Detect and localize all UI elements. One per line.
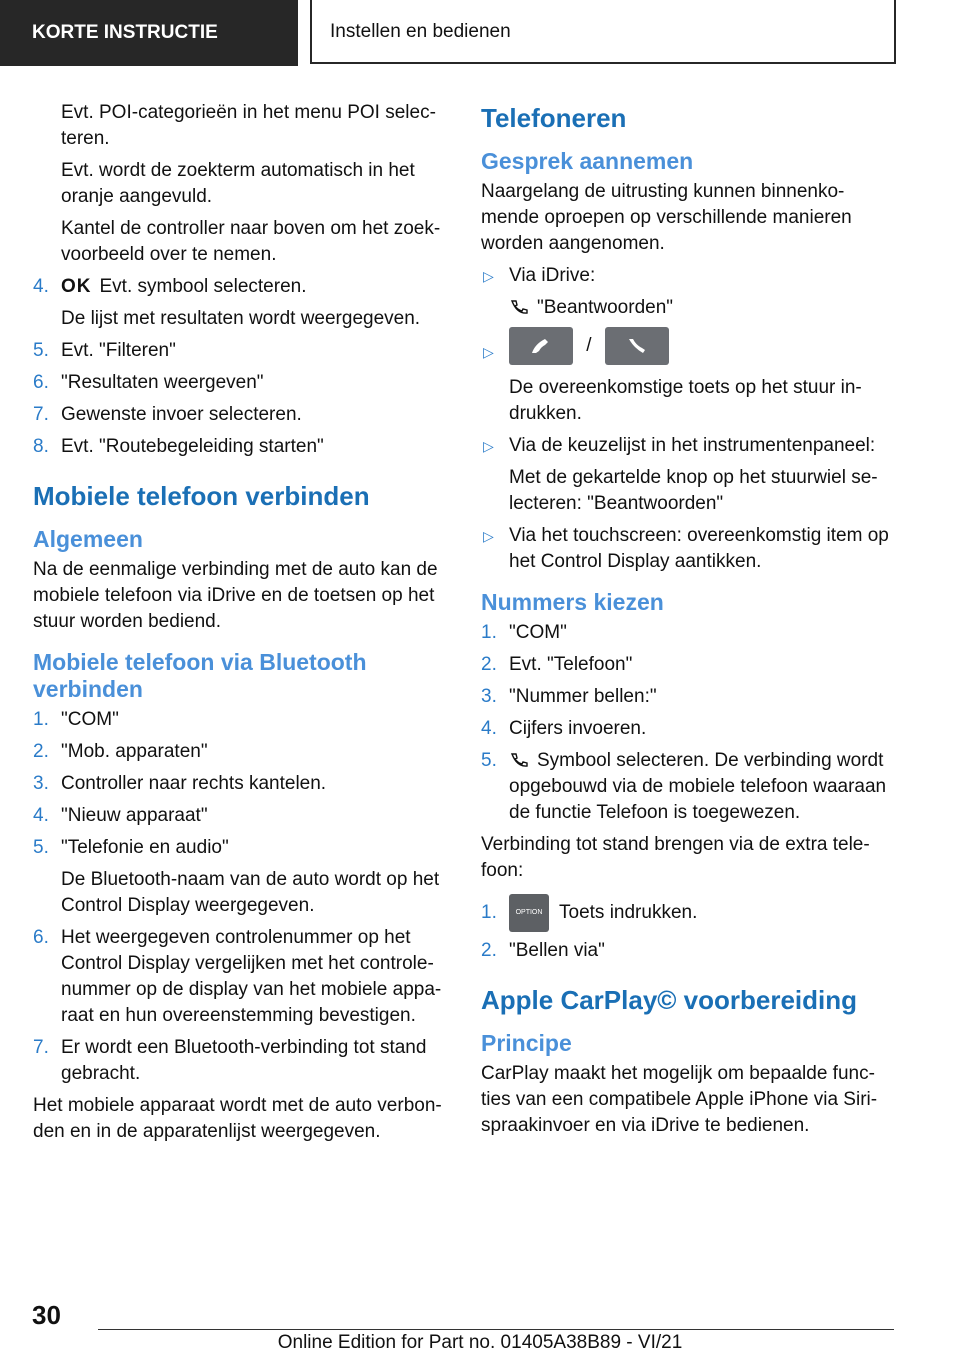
step-number: 6.	[33, 927, 49, 948]
footer-divider	[98, 1329, 894, 1330]
intro-paragraph: Evt. wordt de zoekterm automatisch in het oranje aangevuld.	[61, 160, 415, 207]
intro-paragraph: Kantel de controller naar boven om het zoek-voorbeeld over te nemen.	[61, 218, 441, 265]
bullet-sub-text: "Beantwoorden"	[537, 297, 674, 318]
step-number: 3.	[481, 686, 497, 707]
bullet-sub	[481, 295, 897, 321]
heading-principle: Principe	[481, 1030, 572, 1056]
bullet-sub: De overeenkomstige toets op het stuur in-drukken.	[509, 377, 862, 424]
bullet-item	[481, 327, 897, 365]
heading-carplay: Apple CarPlay© voorbereiding	[481, 985, 858, 1015]
bullet-text: Via iDrive:	[509, 265, 596, 286]
step-sub: De lijst met resultaten wordt weergegeven.	[61, 308, 421, 329]
paragraph-general: Na de eenmalige verbinding met de auto kan de mobiele telefoon via iDrive en de toetsen op het stuur worden bediend.	[33, 559, 438, 632]
list-item	[481, 620, 897, 646]
paragraph-extra-phone: Verbinding tot stand brengen via de extra tele-foon:	[481, 834, 870, 881]
chapter-title: Instellen en bedienen	[310, 0, 896, 64]
heading-phone: Telefoneren	[481, 103, 627, 133]
paragraph-answer: Naargelang de uitrusting kunnen binnenko-mende oproepen op verschillende manieren worden aangenomen.	[481, 181, 852, 254]
list-item	[33, 402, 448, 428]
step-number: 4.	[33, 276, 49, 297]
triangle-bullet-icon: ▷	[483, 344, 494, 360]
step-text: Evt. "Filteren"	[61, 340, 176, 361]
step-text: "Telefonie en audio"	[61, 837, 229, 858]
page-number: 30	[32, 1300, 61, 1330]
step-text: "Mob. apparaten"	[61, 741, 208, 762]
step-text: Evt. "Telefoon"	[509, 654, 633, 675]
step-text: "COM"	[509, 622, 567, 643]
separator: /	[586, 335, 592, 357]
edition-text: Online Edition for Part no. 01405A38B89 - VI/21	[277, 1332, 683, 1353]
step-text: Evt. symbool selecteren.	[99, 276, 307, 297]
list-item	[33, 707, 448, 733]
step-text: Het weergegeven controlenummer op het Control Display vergelijken met het controle-nummer op de display van het mobiele appa-raat en hun overeenstemming bevestigen.	[61, 927, 442, 1026]
option-button-icon: OPTION	[509, 894, 549, 932]
triangle-bullet-icon: ▷	[483, 528, 494, 544]
left-column	[33, 100, 448, 1151]
list-item	[33, 274, 448, 300]
bullet-text: Via de keuzelijst in het instrumentenpaneel:	[509, 435, 876, 456]
list-item	[33, 925, 448, 1029]
step-number: 8.	[33, 436, 49, 457]
paragraph-principle: CarPlay maakt het mogelijk om bepaalde func-ties van een compatibele Apple iPhone via Siri-spraakinvoer en via iDrive te bedienen.	[481, 1063, 878, 1136]
step-number: 5.	[33, 340, 49, 361]
end-call-button-icon	[605, 327, 669, 365]
step-number: 6.	[33, 372, 49, 393]
list-item	[481, 652, 897, 678]
list-item	[33, 338, 448, 364]
bullet-text: Via het touchscreen: overeenkomstig item op het Control Display aantikken.	[509, 525, 889, 572]
list-item	[33, 803, 448, 829]
answer-call-button-icon	[509, 327, 573, 365]
step-number: 2.	[481, 940, 497, 961]
step-text: "Bellen via"	[509, 940, 605, 961]
list-item	[33, 434, 448, 460]
list-item	[481, 748, 897, 826]
bullet-item	[481, 263, 897, 289]
step-text: "Nieuw apparaat"	[61, 805, 208, 826]
list-item	[33, 739, 448, 765]
step-number: 1.	[481, 622, 497, 643]
step-number: 4.	[33, 805, 49, 826]
step-text: Gewenste invoer selecteren.	[61, 404, 302, 425]
step-text: Toets indrukken.	[559, 902, 698, 924]
heading-general: Algemeen	[33, 526, 143, 552]
right-column	[481, 100, 897, 1145]
step-number: 1.	[481, 902, 497, 923]
step-number: 3.	[33, 773, 49, 794]
step-text: "COM"	[61, 709, 119, 730]
ok-icon: OK	[61, 276, 92, 297]
list-item	[33, 771, 448, 797]
step-number: 5.	[481, 750, 497, 771]
step-text: Er wordt een Bluetooth-verbinding tot stand gebracht.	[61, 1037, 427, 1084]
triangle-bullet-icon: ▷	[483, 268, 494, 284]
list-item	[481, 684, 897, 710]
phone-icon	[509, 752, 529, 768]
paragraph-end: Het mobiele apparaat wordt met de auto verbon-den en in de apparatenlijst weergegeven.	[33, 1095, 442, 1142]
list-item	[481, 938, 897, 964]
list-item	[481, 716, 897, 742]
step-text: "Resultaten weergeven"	[61, 372, 264, 393]
bullet-item	[481, 523, 897, 575]
bullet-item	[481, 433, 897, 459]
intro-paragraph: Evt. POI-categorieën in het menu POI selec-teren.	[61, 102, 436, 149]
section-tab: KORTE INSTRUCTIE	[0, 0, 298, 66]
step-text: Evt. "Routebegeleiding starten"	[61, 436, 324, 457]
list-item	[481, 894, 897, 932]
step-text: Controller naar rechts kantelen.	[61, 773, 327, 794]
step-number: 5.	[33, 837, 49, 858]
page-header	[0, 0, 960, 66]
heading-bluetooth: Mobiele telefoon via Bluetooth verbinden	[33, 649, 367, 702]
step-number: 7.	[33, 1037, 49, 1058]
step-text: Cijfers invoeren.	[509, 718, 647, 739]
step-text: Symbool selecteren. De verbinding wordt opgebouwd via de mobiele telefoon waaraan de functie Telefoon is toegewezen.	[509, 750, 887, 823]
step-sub: De Bluetooth-naam van de auto wordt op het Control Display weergegeven.	[61, 869, 440, 916]
heading-dial: Nummers kiezen	[481, 589, 664, 615]
list-item	[33, 370, 448, 396]
triangle-bullet-icon: ▷	[483, 438, 494, 454]
step-number: 2.	[33, 741, 49, 762]
list-item	[33, 835, 448, 861]
heading-answer: Gesprek aannemen	[481, 148, 694, 174]
step-number: 7.	[33, 404, 49, 425]
step-number: 1.	[33, 709, 49, 730]
step-number: 2.	[481, 654, 497, 675]
phone-icon	[509, 299, 529, 315]
step-number: 4.	[481, 718, 497, 739]
step-text: "Nummer bellen:"	[509, 686, 657, 707]
heading-mobile-connect: Mobiele telefoon verbinden	[33, 481, 370, 511]
list-item	[33, 1035, 448, 1087]
bullet-sub: Met de gekartelde knop op het stuurwiel se-lecteren: "Beantwoorden"	[509, 467, 878, 514]
